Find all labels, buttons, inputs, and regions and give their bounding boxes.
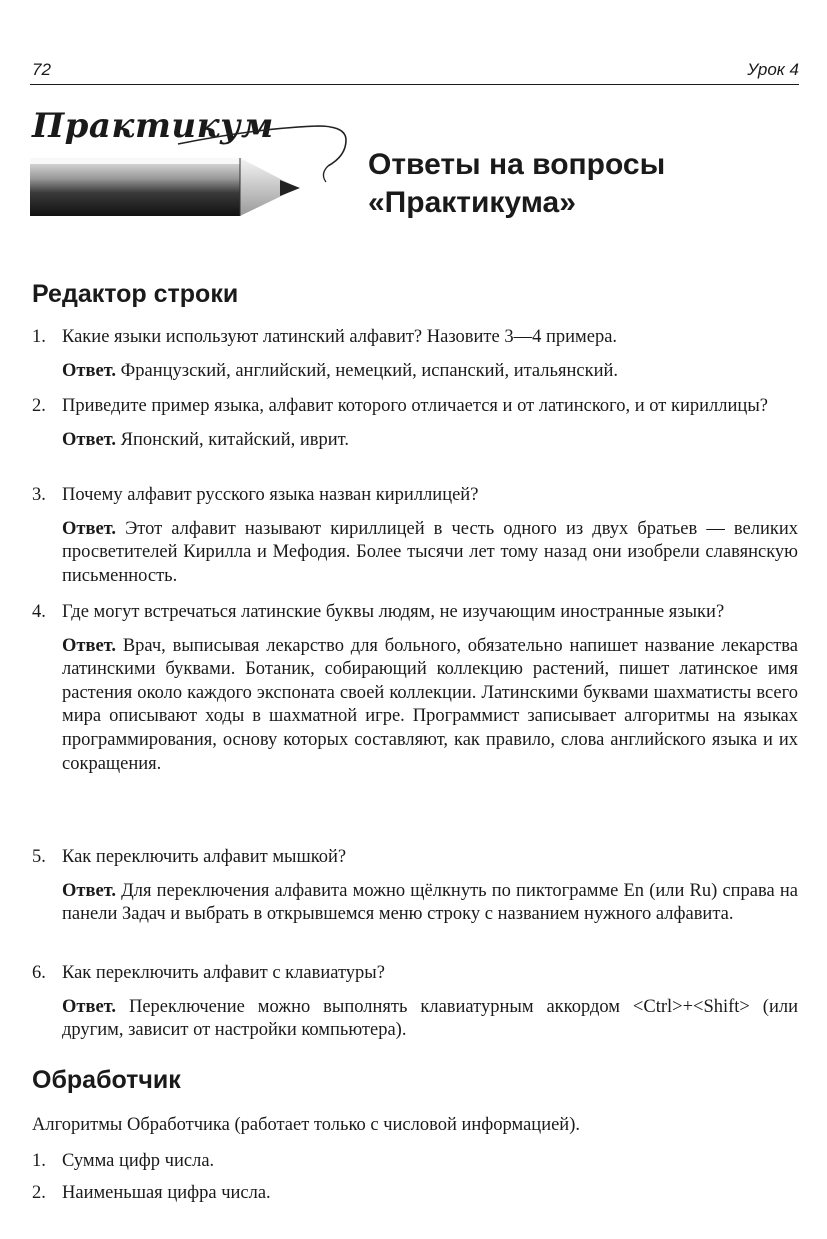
list-item xyxy=(32,1182,798,1206)
answer xyxy=(32,996,798,1043)
qa-item-6 xyxy=(32,962,798,1043)
question-text: Как переключить алфавит с клавиатуры? xyxy=(62,963,385,983)
question-text: Приведите пример языка, алфавит которого отличается и от латинского, и от кириллицы? xyxy=(62,396,768,416)
question-text: Какие языки используют латинский алфавит? Назовите 3—4 примера. xyxy=(62,327,618,347)
answer-label: Ответ. xyxy=(62,429,117,450)
chapter-title-line1: Ответы на вопросы xyxy=(368,148,666,181)
qa-item-3 xyxy=(32,484,798,588)
running-header xyxy=(30,58,799,85)
question xyxy=(32,846,798,870)
question xyxy=(32,395,798,419)
answer-text: Врач, выписывая лекарство для больного, обязательно напишет название лекарства латинскими буквами. Ботаник, собирающий коллекцию растений, пишет латинское имя растения около каждого экспоната своей коллекции. Латинскими буквами шахматисты всего мира описывают ходы в шахматной игре. Программист записывает алгоритмы на языках программирования, основу которых составляют, как правило, слова английского языка и их сокращения. xyxy=(62,635,798,774)
page-number: 72 xyxy=(32,60,51,79)
answer-text: Переключение можно выполнять клавиатурным аккордом <Ctrl>+<Shift> (или другим, зависит от настройки компьютера). xyxy=(62,996,798,1041)
item-text: Сумма цифр числа. xyxy=(62,1151,215,1171)
answer-text: Этот алфавит называют кириллицей в честь одного из двух братьев — великих просветителей Кирилла и Мефодия. Более тысячи лет тому назад они изобрели славянскую письменность. xyxy=(62,518,798,586)
item-number: 4. xyxy=(32,602,46,622)
answer xyxy=(32,429,798,453)
qa-item-2 xyxy=(32,395,798,452)
answer-label: Ответ. xyxy=(62,996,117,1017)
item-number: 1. xyxy=(32,327,46,347)
praktikum-logo xyxy=(28,106,368,236)
item-number: 5. xyxy=(32,847,46,867)
answer-label: Ответ. xyxy=(62,635,117,656)
logo-word: Практикум xyxy=(32,106,274,146)
question xyxy=(32,484,798,508)
qa-item-5 xyxy=(32,846,798,927)
answer-label: Ответ. xyxy=(62,880,117,901)
question xyxy=(32,326,798,350)
question xyxy=(32,962,798,986)
question xyxy=(32,601,798,625)
chapter-title-line2: «Практикума» xyxy=(368,186,576,219)
question-text: Где могут встречаться латинские буквы людям, не изучающим иностранные языки? xyxy=(62,602,725,622)
item-number: 6. xyxy=(32,963,46,983)
item-number: 1. xyxy=(32,1151,46,1171)
chapter-title xyxy=(368,146,798,222)
answer xyxy=(32,880,798,927)
answer-label: Ответ. xyxy=(62,518,117,539)
answer-text: Японский, китайский, иврит. xyxy=(116,429,349,450)
answer xyxy=(32,635,798,777)
pencil-icon xyxy=(28,106,368,236)
item-number: 2. xyxy=(32,1183,46,1203)
item-text: Наименьшая цифра числа. xyxy=(62,1183,271,1203)
question-text: Как переключить алфавит мышкой? xyxy=(62,847,347,867)
answer-label: Ответ. xyxy=(62,360,117,381)
answer-text: Французский, английский, немецкий, испанский, итальянский. xyxy=(116,360,618,381)
qa-item-4 xyxy=(32,601,798,776)
qa-item-1 xyxy=(32,326,798,383)
section-heading-handler: Обработчик xyxy=(32,1066,181,1094)
section-heading-line-editor: Редактор строки xyxy=(32,280,239,308)
answer xyxy=(32,518,798,589)
question-text: Почему алфавит русского языка назван кириллицей? xyxy=(62,485,479,505)
list-item xyxy=(32,1150,798,1174)
handler-item-2 xyxy=(32,1182,798,1206)
lesson-label: Урок 4 xyxy=(747,60,799,79)
handler-item-1 xyxy=(32,1150,798,1174)
answer xyxy=(32,360,798,384)
handler-intro: Алгоритмы Обработчика (работает только с числовой информацией). xyxy=(32,1115,580,1135)
answer-text: Для переключения алфавита можно щёлкнуть по пиктограмме En (или Ru) справа на панели Задач и выбрать в открывшемся меню строку с названием нужного алфавита. xyxy=(62,880,798,925)
item-number: 3. xyxy=(32,485,46,505)
item-number: 2. xyxy=(32,396,46,416)
